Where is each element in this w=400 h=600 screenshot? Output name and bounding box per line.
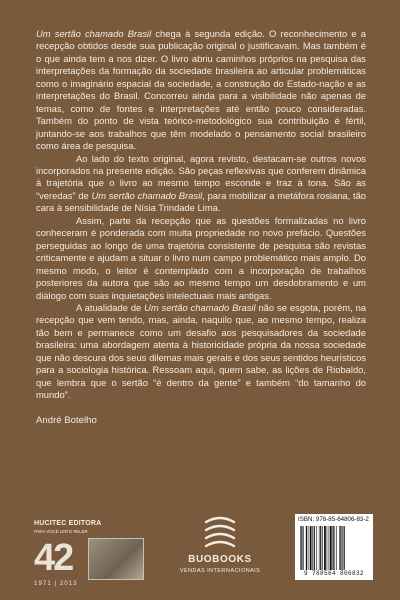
body-paragraph [36,215,366,302]
paragraph-text: , para mobilizar a metáfora rosiana, tão cara à sensibilidade de Nísia Trindade Lima. [36,189,366,214]
isbn-barcode-box [295,514,373,580]
barcode-bar [334,526,335,570]
barcode-bar [344,526,345,570]
book-title-italic: Um sertão chamado Brasil [91,189,203,201]
anniversary-years: 1971 | 2013 [34,580,78,587]
distributor-name: BUOBOOKS [188,554,252,565]
paragraph-text: Ao lado do texto original, agora revisto, destacam-se outros novos incorporados na presente edição. São peças reflexivas que conferem dinâmica à trajetória que o livro ao mesmo tempo esconde e traz à tona. São as “veredas” de [36,152,366,201]
anniversary-photo [88,538,144,580]
barcode-digits: 9 788564 806832 [303,570,364,577]
barcode-bar [336,526,337,570]
barcode-bar [324,526,326,570]
barcode [299,526,369,570]
barcode-bar [300,526,301,570]
barcode-bar [319,526,320,570]
hucitec-logo [34,520,144,590]
author-signature: André Botelho [36,414,97,426]
barcode-bar [340,526,341,570]
paragraph-text: A atualidade de [76,301,145,313]
barcode-bar [333,526,334,570]
anniversary-number: 42 [34,537,73,579]
barcode-bar [339,526,340,570]
body-paragraph [36,28,366,153]
paragraph-text: chega à segunda edição. O reconhecimento e a recepção obtidos desde sua publicação original o justificavam. Mas também é o que ainda tem a nos dizer. O livro abriu caminhos próprios na pesquisa das interpretações da formação da sociedade brasileira ao articular problemáticas como o imaginário espacial da sociedade, a construção do Estado-nação e as interpretações do Brasil. Concorreu ainda para a visibilidade não apenas de temas, como de fontes e interpretações até então pouco consideradas. Também do ponto de vista teórico-metodológico sua contribuição é fértil, juntando-se aos trabalhos que têm modelado o pensamento social brasileiro como área de pesquisa. [36,28,366,152]
barcode-bar [322,526,323,570]
book-title-italic: Um sertão chamado Brasil [144,301,256,313]
barcode-bar [310,526,312,570]
anniversary-badge [34,536,144,588]
barcode-bar [320,526,321,570]
barcode-bar [303,526,304,570]
barcode-bar [306,526,307,570]
barcode-bar [330,526,332,570]
barcode-bar [301,526,302,570]
buobooks-logo [175,512,265,592]
barcode-bar [316,526,317,570]
paragraph-text: Assim, parte da recepção que as questões formalizadas no livro conheceram é ponderada com muita propriedade no novo prefácio. Questões perseguidas ao longo de uma trajetória consistente de pesquisa são revistas criticamente e ajudam a situar o livro num campo problemático mais amplo. Do mesmo modo, o leitor é contemplado com a incorporação de trabalhos posteriores da autora que são ao mesmo tempo um desdobramento e um diálogo com suas inquietações intelectuais mais antigas. [36,214,366,301]
barcode-bar [314,526,315,570]
paragraph-text: não se esgota, porém, na recepção que vem tendo, mas, ainda, naquilo que, ao mesmo tempo, realiza tão bem e permanece como um desafio aos pesquisadores da sociedade brasileira: uma abordagem atenta à historicidade própria da nossa sociedade que não descura dos seus dilemas mais gerais e dos seus sentidos heurísticos para a sociologia histórica. Ressoam aqui, quem sabe, as lições de Riobaldo, que lembra que o sertão “é dentro da gente” e também “do tamanho do mundo”. [36,301,366,401]
body-paragraph [36,153,366,215]
back-cover-text [36,28,366,427]
barcode-bar [327,526,328,570]
paragraphs [36,28,366,402]
barcode-bar [308,526,309,570]
barcode-bar [342,526,343,570]
barcode-bar [329,526,330,570]
barcode-bar [312,526,313,570]
publisher-tagline: PARA VOCÊ LER E RELER [34,529,88,534]
book-title-italic: Um sertão chamado Brasil [36,28,152,39]
bookstack-icon [200,512,240,552]
publisher-name: HUCITEC EDITORA [34,520,102,527]
isbn-label: ISBN: 978-85-64806-83-2 [298,516,369,523]
distributor-subtitle: VENDAS INTERNACIONAIS [179,568,261,574]
body-paragraph [36,302,366,402]
